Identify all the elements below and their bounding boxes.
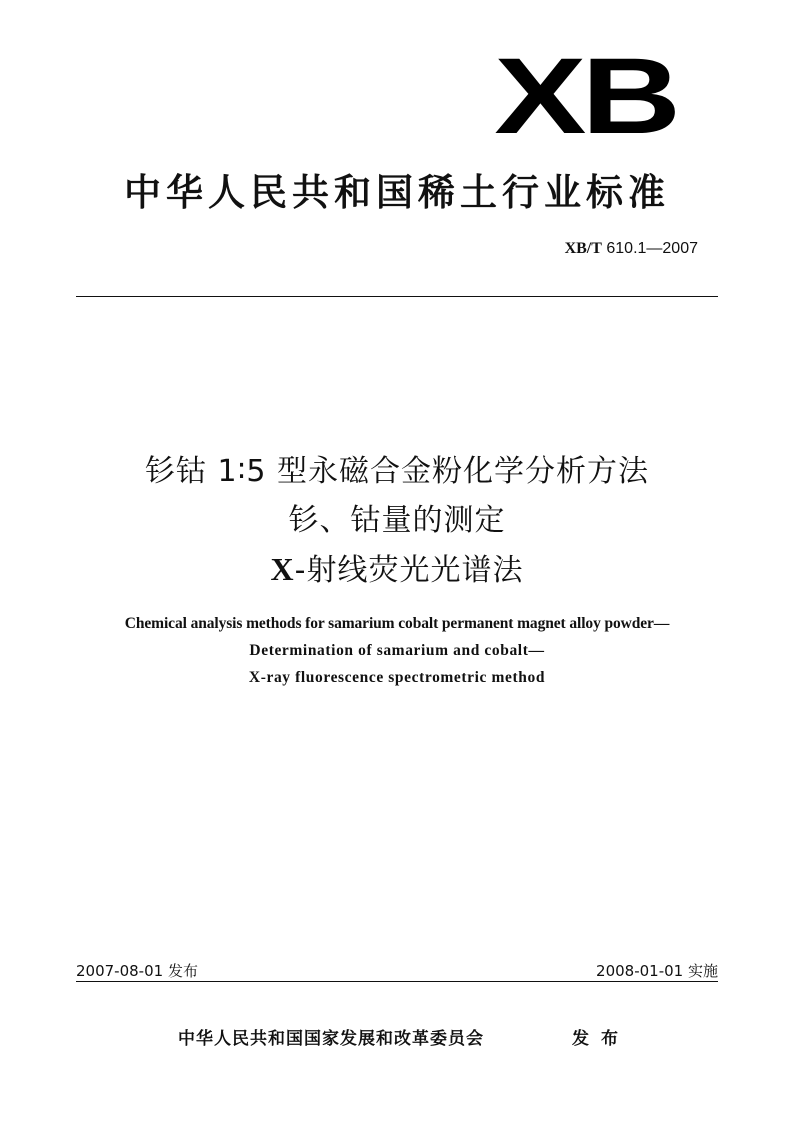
issue-date: 2007-08-01 发布 xyxy=(76,962,198,980)
standard-code xyxy=(565,240,698,258)
title-cn-line1: 钐钴 1∶5 型永磁合金粉化学分析方法 xyxy=(144,454,650,489)
title-cn-line3-rest: -射线荧光光谱法 xyxy=(294,553,524,588)
publisher-name: 中华人民共和国国家发展和改革委员会 xyxy=(178,1029,484,1049)
title-cn-line3 xyxy=(40,545,754,589)
effective-date: 2008-01-01 实施 xyxy=(596,962,718,980)
bottom-divider xyxy=(76,981,718,982)
title-cn-line2: 钐、钴量的测定 xyxy=(288,503,506,538)
standard-logo: XB xyxy=(494,35,676,156)
title-en-line3: X-ray fluorescence spectrometric method xyxy=(248,669,546,686)
title-en-line2: Determination of samarium and cobalt— xyxy=(249,642,545,659)
standard-code-number: 610.1—2007 xyxy=(601,240,698,257)
publish-label: 发布 xyxy=(572,1029,630,1049)
top-divider xyxy=(76,296,718,297)
title-en-line1: Chemical analysis methods for samarium cobalt permanent magnet alloy powder— xyxy=(124,615,670,632)
org-title: 中华人民共和国稀土行业标准 xyxy=(124,171,670,214)
standard-code-prefix: XB/T xyxy=(564,240,602,257)
title-cn-line3-prefix: X xyxy=(270,551,295,587)
